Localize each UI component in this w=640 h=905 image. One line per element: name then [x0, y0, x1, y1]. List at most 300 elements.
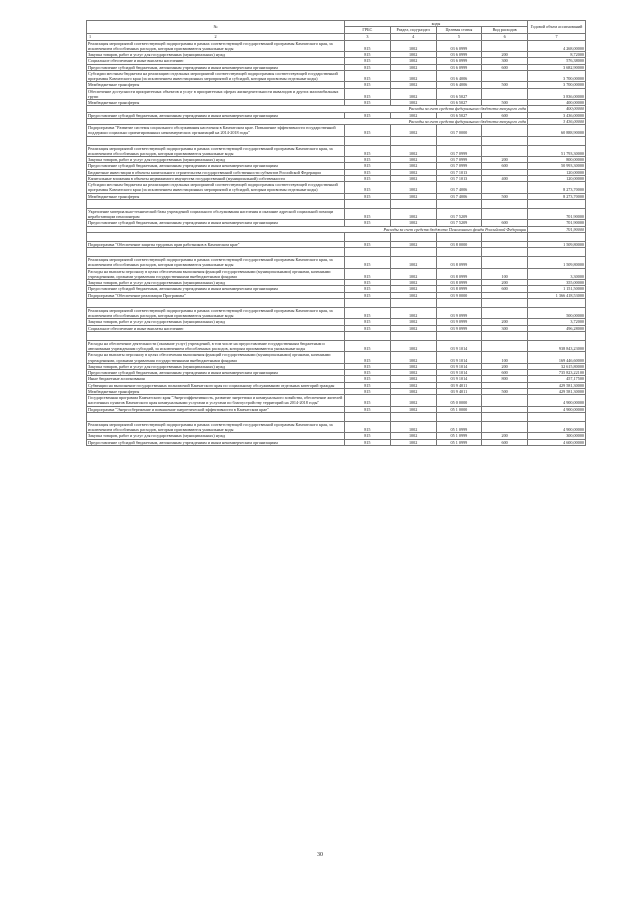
table-row: [87, 40, 586, 52]
row-name: Закупка товаров, работ и услуг для государственных (муниципальных) нужд: [87, 433, 345, 439]
row-sum: 60 888,90000: [528, 125, 586, 137]
row-razdel: 1002: [390, 157, 436, 163]
table-row: [87, 395, 586, 407]
row-name: Расходы на выплаты персоналу в целях обеспечения выполнения функций государственными (муниципальными) органами, казенными учреждениями, органами управления государственными внебюджетными фондами: [87, 268, 345, 280]
row-celevaya: 03 9 4011: [436, 382, 482, 388]
row-celevaya: 03 7 5209: [436, 208, 482, 220]
row-sum: 457,17500: [528, 376, 586, 382]
row-celevaya: 03 9 0000: [436, 292, 482, 298]
row-grbs: 815: [345, 421, 391, 433]
row-vid: [482, 125, 528, 137]
row-sum: 701,90000: [528, 208, 586, 220]
row-razdel: 1002: [390, 88, 436, 100]
row-razdel: 1002: [390, 268, 436, 280]
row-sum: 32 615,80000: [528, 363, 586, 369]
row-vid: 200: [482, 157, 528, 163]
row-celevaya: 03 8 0000: [436, 241, 482, 247]
row-razdel: 1002: [390, 382, 436, 388]
row-celevaya: 03 9 1014: [436, 376, 482, 382]
column-number: 1: [89, 34, 92, 40]
row-grbs: 815: [345, 182, 391, 194]
row-razdel: 1002: [390, 169, 436, 175]
row-sum: 938 843,23000: [528, 340, 586, 352]
spacer-row: [87, 412, 586, 421]
table-row: [87, 182, 586, 194]
spacer-cell: [345, 248, 391, 257]
row-vid: 100: [482, 268, 528, 280]
row-name: Предоставление субсидий бюджетным, автономным учреждениям и иным некоммерческим организациям: [87, 220, 345, 226]
row-sum: 4 600,00000: [528, 439, 586, 445]
row-name: Предоставление субсидий бюджетным, автономным учреждениям и иным некоммерческим организациям: [87, 64, 345, 70]
row-name: Межбюджетные трансферты: [87, 193, 345, 199]
row-name: Подпрограмма "Обеспечение реализации Программы": [87, 292, 345, 298]
row-vid: 600: [482, 286, 528, 292]
row-celevaya: 03 7 0999: [436, 145, 482, 157]
note-text: Расходы за счет средств федерального бюджета текущего года: [87, 118, 528, 124]
row-vid: 200: [482, 433, 528, 439]
row-razdel: 1002: [390, 70, 436, 82]
row-razdel: 1002: [390, 395, 436, 407]
row-sum: 120,00000: [528, 175, 586, 181]
spacer-cell: [87, 298, 345, 307]
row-razdel: 1002: [390, 433, 436, 439]
note-sum: 3 436,00000: [528, 118, 586, 124]
row-vid: 500: [482, 193, 528, 199]
row-grbs: 815: [345, 433, 391, 439]
header-razdel: Раздел, под-раздел: [390, 27, 436, 33]
spacer-cell: [87, 232, 345, 241]
row-razdel: 1002: [390, 100, 436, 106]
row-vid: 200: [482, 52, 528, 58]
row-name: Капитальные вложения в объекты недвижимого имущества государственной (муниципальной) собственности: [87, 175, 345, 181]
row-vid: 500: [482, 100, 528, 106]
row-razdel: 1002: [390, 112, 436, 118]
row-razdel: 1002: [390, 363, 436, 369]
row-name: Закупка товаров, работ и услуг для государственных (муниципальных) нужд: [87, 52, 345, 58]
row-sum: 8 273,70000: [528, 193, 586, 199]
row-grbs: 815: [345, 257, 391, 269]
row-name: Социальное обеспечение и иные выплаты населению: [87, 58, 345, 64]
spacer-cell: [390, 232, 436, 241]
row-sum: 1 509,80000: [528, 257, 586, 269]
row-grbs: 815: [345, 70, 391, 82]
spacer-cell: [87, 248, 345, 257]
row-celevaya: 03 8 0999: [436, 268, 482, 280]
row-vid: [482, 40, 528, 52]
row-grbs: 815: [345, 208, 391, 220]
header-celevaya: Целевая статья: [436, 27, 482, 33]
row-razdel: 1002: [390, 439, 436, 445]
row-vid: 600: [482, 439, 528, 445]
row-grbs: 815: [345, 112, 391, 118]
row-celevaya: 03 9 1014: [436, 352, 482, 364]
table-body: [87, 33, 586, 445]
spacer-cell: [436, 232, 482, 241]
row-razdel: 1002: [390, 406, 436, 412]
row-sum: 50 993,30000: [528, 163, 586, 169]
row-grbs: 815: [345, 125, 391, 137]
row-vid: 100: [482, 352, 528, 364]
row-vid: 500: [482, 82, 528, 88]
row-grbs: 815: [345, 64, 391, 70]
spacer-cell: [390, 412, 436, 421]
row-celevaya: 03 6 0999: [436, 40, 482, 52]
spacer-cell: [436, 248, 482, 257]
row-sum: 3,72000: [528, 319, 586, 325]
row-grbs: 815: [345, 395, 391, 407]
spacer-cell: [436, 412, 482, 421]
row-name: Предоставление субсидий бюджетным, автономным учреждениям и иным некоммерческим организациям: [87, 439, 345, 445]
row-razdel: 1002: [390, 241, 436, 247]
spacer-cell: [528, 248, 586, 257]
spacer-row: [87, 136, 586, 145]
table-row: [87, 307, 586, 319]
spacer-cell: [87, 331, 345, 340]
row-razdel: 1002: [390, 340, 436, 352]
spacer-cell: [345, 232, 391, 241]
column-number: 4: [390, 33, 436, 40]
row-name: Подпрограмма "Обеспечение защиты трудовых прав работников в Камчатском крае": [87, 241, 345, 247]
row-name: Иные бюджетные ассигнования: [87, 376, 345, 382]
row-razdel: 1002: [390, 292, 436, 298]
row-razdel: 1002: [390, 52, 436, 58]
header-codes: коды: [345, 21, 528, 27]
row-razdel: 1002: [390, 220, 436, 226]
row-name: Субвенции на выполнение государственных полномочий Камчатского края по социальному обслуживанию отдельных категорий граждан: [87, 382, 345, 388]
table-row: [87, 125, 586, 137]
row-grbs: 815: [345, 88, 391, 100]
row-vid: [482, 70, 528, 82]
row-vid: 600: [482, 370, 528, 376]
row-grbs: 815: [345, 268, 391, 280]
row-celevaya: 03 9 0999: [436, 319, 482, 325]
row-celevaya: 05 1 0000: [436, 406, 482, 412]
row-vid: [482, 421, 528, 433]
spacer-cell: [482, 412, 528, 421]
spacer-cell: [390, 136, 436, 145]
row-vid: 200: [482, 319, 528, 325]
note-text: Расходы за счет средств бюджета Пенсионного фонда Российской Федерации: [87, 226, 528, 232]
note-sum: 400,00000: [528, 106, 586, 112]
column-number: 3: [345, 33, 391, 40]
row-sum: 800,00000: [528, 157, 586, 163]
row-sum: 576,38000: [528, 58, 586, 64]
spacer-cell: [345, 412, 391, 421]
row-vid: 200: [482, 363, 528, 369]
row-name: Подпрограмма "Энергосбережение и повышение энергетической эффективности в Камчатском крае": [87, 406, 345, 412]
row-grbs: 815: [345, 157, 391, 163]
row-celevaya: 03 7 5209: [436, 220, 482, 226]
row-razdel: 1002: [390, 421, 436, 433]
spacer-cell: [482, 331, 528, 340]
spacer-cell: [436, 136, 482, 145]
table-row: [87, 421, 586, 433]
row-grbs: 815: [345, 52, 391, 58]
row-name: Обеспечение доступности приоритетных объектов и услуг в приоритетных сферах жизнедеятельности инвалидов и других маломобильных групп: [87, 88, 345, 100]
row-grbs: 815: [345, 382, 391, 388]
row-name: Расходы на выплаты персоналу в целях обеспечения выполнения функций государственными (муниципальными) органами, казенными учреждениями, органами управления государственными внебюджетными фондами: [87, 352, 345, 364]
spacer-cell: [436, 199, 482, 208]
row-grbs: 815: [345, 307, 391, 319]
spacer-cell: [482, 248, 528, 257]
row-name: Закупка товаров, работ и услуг для государственных (муниципальных) нужд: [87, 157, 345, 163]
row-razdel: 1002: [390, 352, 436, 364]
spacer-cell: [436, 331, 482, 340]
row-vid: [482, 340, 528, 352]
row-name: Укрепление материально-технической базы учреждений социального обслуживания населения и оказание адресной социальной помощи неработающим пенсионерам: [87, 208, 345, 220]
row-sum: 300,00000: [528, 433, 586, 439]
row-sum: 4 900,00000: [528, 421, 586, 433]
row-name: Межбюджетные трансферты: [87, 388, 345, 394]
row-vid: 600: [482, 64, 528, 70]
spacer-cell: [482, 298, 528, 307]
row-celevaya: 05 1 0999: [436, 421, 482, 433]
row-razdel: 1002: [390, 193, 436, 199]
row-sum: 1 366 418,53000: [528, 292, 586, 298]
spacer-cell: [528, 412, 586, 421]
row-celevaya: 03 7 1013: [436, 175, 482, 181]
row-celevaya: 03 7 1013: [436, 169, 482, 175]
row-razdel: 1002: [390, 182, 436, 194]
row-celevaya: 03 9 1014: [436, 370, 482, 376]
row-vid: 600: [482, 163, 528, 169]
row-sum: 4 900,00000: [528, 395, 586, 407]
row-grbs: 815: [345, 58, 391, 64]
row-vid: [482, 208, 528, 220]
row-razdel: 1002: [390, 319, 436, 325]
row-grbs: 815: [345, 100, 391, 106]
table-row: [87, 88, 586, 100]
row-celevaya: 03 6 5027: [436, 100, 482, 106]
row-grbs: 815: [345, 286, 391, 292]
spacer-cell: [345, 331, 391, 340]
table-row: [87, 268, 586, 280]
spacer-cell: [87, 412, 345, 421]
row-razdel: 1002: [390, 257, 436, 269]
row-name: Межбюджетные трансферты: [87, 100, 345, 106]
row-name: Закупка товаров, работ и услуг для государственных (муниципальных) нужд: [87, 280, 345, 286]
row-celevaya: 05 1 0999: [436, 439, 482, 445]
spacer-cell: [345, 136, 391, 145]
row-grbs: 815: [345, 40, 391, 52]
spacer-cell: [528, 199, 586, 208]
row-grbs: 815: [345, 241, 391, 247]
row-sum: 8,72000: [528, 52, 586, 58]
column-number-row: [87, 33, 586, 40]
table-row: [87, 340, 586, 352]
row-grbs: 815: [345, 193, 391, 199]
row-celevaya: 03 9 1014: [436, 340, 482, 352]
table-row: [87, 257, 586, 269]
row-vid: [482, 145, 528, 157]
row-name: Субсидии местным бюджетам на реализацию отдельных мероприятий соответствующей подпрограммы соответствующей государственной программы Камчатского края (за исключением инвестиционных мероприятий и субсидий, которым присвоены отдельные коды): [87, 182, 345, 194]
row-sum: 355,00000: [528, 280, 586, 286]
row-vid: 300: [482, 325, 528, 331]
row-celevaya: 03 6 4006: [436, 82, 482, 88]
row-name: Реализация мероприятий соответствующей подпрограммы в рамках соответствующей государственной программы Камчатского края, за исключением обособленных расходов, которым присваиваются уникальные коды: [87, 40, 345, 52]
row-grbs: 815: [345, 319, 391, 325]
row-name: Социальное обеспечение и иные выплаты населению: [87, 325, 345, 331]
row-sum: 735 823,22100: [528, 370, 586, 376]
row-grbs: 815: [345, 280, 391, 286]
row-sum: 1 509,80000: [528, 241, 586, 247]
row-grbs: 815: [345, 388, 391, 394]
row-name: Реализация мероприятий соответствующей подпрограммы в рамках соответствующей государственной программы Камчатского края, за исключением обособленных расходов, которым присваиваются уникальные коды: [87, 421, 345, 433]
row-celevaya: 03 6 5027: [436, 112, 482, 118]
row-sum: 400,00000: [528, 100, 586, 106]
table-row: [87, 145, 586, 157]
row-razdel: 1002: [390, 307, 436, 319]
row-sum: 429 581,30000: [528, 388, 586, 394]
header-grbs: ГРБС: [345, 27, 391, 33]
row-sum: 500,00000: [528, 307, 586, 319]
spacer-cell: [345, 199, 391, 208]
row-sum: 4 268,00000: [528, 40, 586, 52]
row-razdel: 1002: [390, 82, 436, 88]
row-vid: 300: [482, 58, 528, 64]
column-number: 7: [528, 33, 586, 40]
row-name: Предоставление субсидий бюджетным, автономным учреждениям и иным некоммерческим организациям: [87, 286, 345, 292]
row-sum: 496,28000: [528, 325, 586, 331]
spacer-cell: [482, 136, 528, 145]
row-vid: [482, 182, 528, 194]
row-sum: 4 900,00000: [528, 406, 586, 412]
row-grbs: 815: [345, 292, 391, 298]
row-razdel: 1002: [390, 125, 436, 137]
spacer-cell: [390, 298, 436, 307]
row-sum: 429 581,30000: [528, 382, 586, 388]
table-row: [87, 208, 586, 220]
row-celevaya: 03 6 0999: [436, 52, 482, 58]
row-razdel: 1002: [390, 325, 436, 331]
row-celevaya: 03 7 4006: [436, 193, 482, 199]
row-vid: 400: [482, 175, 528, 181]
header-num: №: [87, 21, 345, 34]
row-grbs: 815: [345, 340, 391, 352]
row-celevaya: 03 9 0999: [436, 307, 482, 319]
row-vid: 600: [482, 112, 528, 118]
row-razdel: 1002: [390, 175, 436, 181]
row-name: Реализация мероприятий соответствующей подпрограммы в рамках соответствующей государственной программы Камчатского края, за исключением обособленных расходов, которым присваиваются уникальные коды: [87, 307, 345, 319]
row-vid: [482, 307, 528, 319]
column-number: 6: [482, 33, 528, 40]
spacer-cell: [436, 298, 482, 307]
row-name: Предоставление субсидий бюджетным, автономным учреждениям и иным некоммерческим организациям: [87, 370, 345, 376]
row-vid: 500: [482, 388, 528, 394]
row-name: Реализация мероприятий соответствующей подпрограммы в рамках соответствующей государственной программы Камчатского края, за исключением обособленных расходов, которым присваиваются уникальные коды: [87, 257, 345, 269]
row-name: Расходы на обеспечение деятельности (оказание услуг) учреждений, в том числе на предоставление государственным бюджетным и автономным учреждениям субсидий, за исключением обособленных расходов, которым присваиваются уникальные коды: [87, 340, 345, 352]
row-celevaya: 03 8 0999: [436, 286, 482, 292]
spacer-cell: [390, 331, 436, 340]
spacer-cell: [528, 136, 586, 145]
row-grbs: 815: [345, 370, 391, 376]
column-number: 5: [436, 33, 482, 40]
row-celevaya: 03 7 0000: [436, 125, 482, 137]
row-name: Субсидии местным бюджетам на реализацию отдельных мероприятий соответствующей подпрограммы соответствующей государственной программы Камчатского края (за исключением инвестиционных мероприятий и субсидий, которым присвоены отдельные коды): [87, 70, 345, 82]
row-vid: [482, 257, 528, 269]
row-grbs: 815: [345, 363, 391, 369]
spacer-cell: [87, 136, 345, 145]
row-sum: 3,30000: [528, 268, 586, 280]
row-sum: 3 682,90000: [528, 64, 586, 70]
row-razdel: 1002: [390, 208, 436, 220]
spacer-cell: [390, 199, 436, 208]
row-name: Закупка товаров, работ и услуг для государственных (муниципальных) нужд: [87, 363, 345, 369]
row-vid: 600: [482, 220, 528, 226]
row-sum: 169 446,60000: [528, 352, 586, 364]
row-grbs: 815: [345, 406, 391, 412]
row-razdel: 1002: [390, 286, 436, 292]
spacer-row: [87, 298, 586, 307]
spacer-row: [87, 248, 586, 257]
row-razdel: 1002: [390, 370, 436, 376]
row-celevaya: 03 9 1014: [436, 363, 482, 369]
row-celevaya: 05 0 0000: [436, 395, 482, 407]
row-vid: 200: [482, 280, 528, 286]
row-razdel: 1002: [390, 58, 436, 64]
row-celevaya: 03 9 4011: [436, 388, 482, 394]
row-name: Реализация мероприятий соответствующей подпрограммы в рамках соответствующей государственной программы Камчатского края, за исключением обособленных расходов, которым присваиваются уникальные коды: [87, 145, 345, 157]
row-celevaya: 03 7 4006: [436, 182, 482, 194]
note-sum: 701,90000: [528, 226, 586, 232]
spacer-cell: [528, 298, 586, 307]
header-vid: Вид расходов: [482, 27, 528, 33]
column-number-cell: [87, 33, 345, 40]
row-celevaya: 05 1 0999: [436, 433, 482, 439]
header-sum: Годовой объем ассигнований: [528, 21, 586, 34]
row-grbs: 815: [345, 145, 391, 157]
row-sum: 51 793,30000: [528, 145, 586, 157]
spacer-cell: [87, 199, 345, 208]
spacer-row: [87, 232, 586, 241]
row-razdel: 1002: [390, 388, 436, 394]
row-celevaya: 03 9 0999: [436, 325, 482, 331]
row-sum: 3 836,00000: [528, 88, 586, 100]
row-grbs: 815: [345, 352, 391, 364]
row-celevaya: 03 7 0999: [436, 157, 482, 163]
row-sum: 120,00000: [528, 169, 586, 175]
row-name: Закупка товаров, работ и услуг для государственных (муниципальных) нужд: [87, 319, 345, 325]
spacer-row: [87, 199, 586, 208]
row-razdel: 1002: [390, 145, 436, 157]
row-grbs: 815: [345, 175, 391, 181]
budget-table: [86, 20, 586, 446]
table-row: [87, 70, 586, 82]
row-vid: [482, 88, 528, 100]
row-razdel: 1002: [390, 280, 436, 286]
row-vid: 800: [482, 376, 528, 382]
row-grbs: 815: [345, 169, 391, 175]
row-name: Предоставление субсидий бюджетным, автономным учреждениям и иным некоммерческим организациям: [87, 163, 345, 169]
row-grbs: 815: [345, 163, 391, 169]
row-razdel: 1002: [390, 376, 436, 382]
spacer-cell: [482, 199, 528, 208]
row-sum: 1 151,50000: [528, 286, 586, 292]
row-celevaya: 03 8 0999: [436, 280, 482, 286]
row-celevaya: 03 7 0999: [436, 163, 482, 169]
row-razdel: 1002: [390, 40, 436, 52]
row-sum: 3 436,00000: [528, 112, 586, 118]
spacer-cell: [482, 232, 528, 241]
table-header: [87, 21, 586, 34]
row-grbs: 815: [345, 376, 391, 382]
row-vid: [482, 395, 528, 407]
table-row: [87, 439, 586, 445]
note-text: Расходы за счет средств федерального бюджета текущего года: [87, 106, 528, 112]
spacer-cell: [528, 232, 586, 241]
row-celevaya: 03 6 5027: [436, 88, 482, 100]
row-sum: 3 700,00000: [528, 82, 586, 88]
